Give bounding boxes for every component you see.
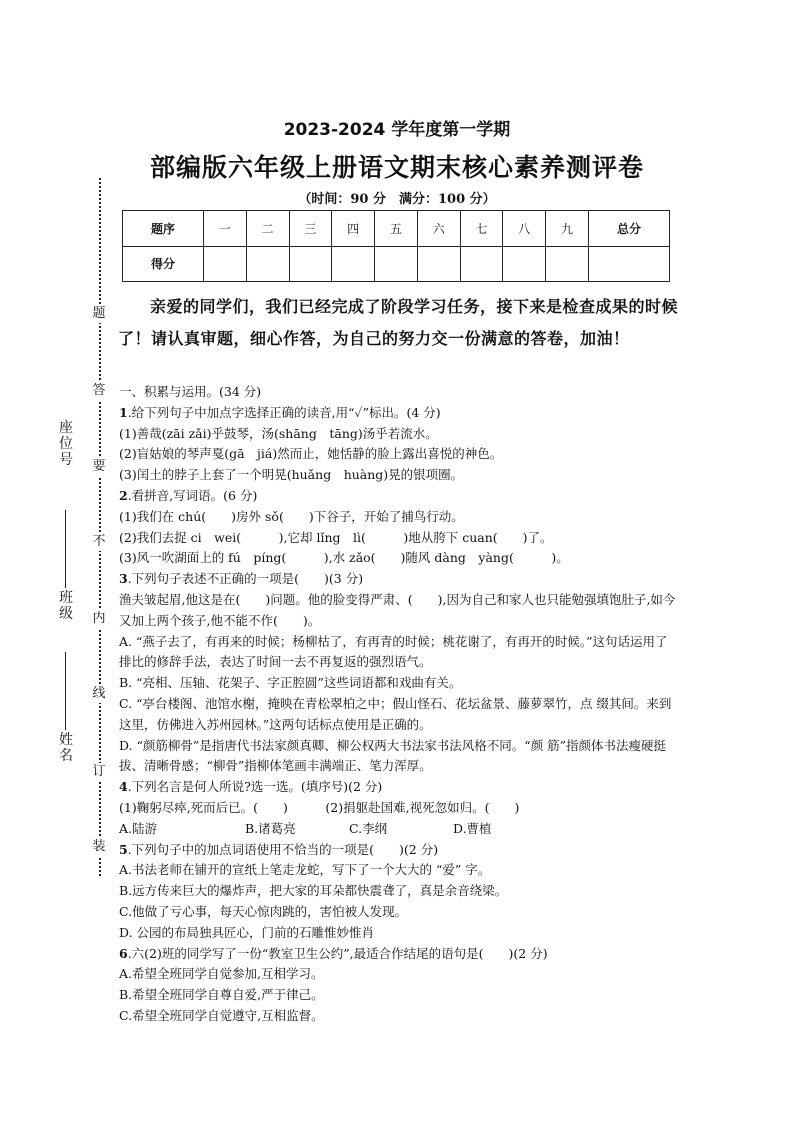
question-number: 2 [119, 487, 128, 503]
question-stem: 渔夫皱起眉,他这是在( )问题。他的脸变得严肃、( ),因为自己和家人也只能勉强填饱肚子,如今又加上两个孩子,他不能不作( )。 [119, 591, 676, 628]
col-header: 一 [204, 211, 247, 247]
binding-char: 装 [92, 839, 106, 854]
col-header: 三 [289, 211, 332, 247]
question-text: .看拼音,写词语。(6 分) [127, 487, 258, 503]
binding-char: 要 [92, 459, 106, 474]
score-cell[interactable] [460, 246, 503, 282]
score-cell[interactable] [503, 246, 546, 282]
question-number: 1 [119, 404, 128, 420]
question-1 [119, 403, 679, 424]
option-b: B.远方传来巨大的爆炸声，把大家的耳朵都快震聋了，真是余音绕梁。 [119, 883, 508, 899]
option-a: A.陆游 [119, 820, 158, 836]
question-number: 4 [119, 779, 128, 795]
col-header: 六 [417, 211, 460, 247]
question-line: (2)盲姑娘的琴声戛(gā jiá)然而止，她恬静的脸上露出喜悦的神色。 [119, 446, 503, 462]
score-table-header-row [123, 211, 670, 247]
exam-title: 部编版六年级上册语文期末核心素养测评卷 [149, 153, 644, 182]
col-header: 四 [332, 211, 375, 247]
binding-char: 题 [92, 306, 106, 321]
binding-char: 不 [92, 534, 106, 549]
question-line: (2)我们去捉 ci wei( ),它却 lǐng lì( )地从胯下 cuan( )了。 [119, 529, 553, 545]
question-line: (3)风一吹湖面上的 fú píng( ),水 zǎo( )随风 dàng yàng( )。 [119, 550, 569, 566]
question-6 [119, 944, 679, 965]
section-heading: 一、积累与运用。(34 分) [119, 384, 262, 399]
col-header-total: 总分 [589, 211, 670, 247]
score-cell[interactable] [375, 246, 418, 282]
binding-char: 内 [92, 611, 106, 626]
option-a: A.书法老师在铺开的宣纸上笔走龙蛇，写下了一个大大的 “爱” 字。 [119, 862, 491, 878]
question-text: .六(2)班的同学写了一份“教室卫生公约”,最适合作结尾的语句是( )(2 分) [127, 945, 548, 961]
option-c: C. “亭台楼阁、池馆水榭，掩映在青松翠柏之中；假山怪石、花坛盆景、藤萝翠竹，点 缀其间。来到这里，仿佛进入苏州园林。”这两句话标点使用是正确的。 [119, 695, 672, 732]
class-fill-line[interactable] [65, 510, 66, 588]
option-b: B.希望全班同学自尊自爱,严于律己。 [119, 987, 324, 1003]
option-c: C.希望全班同学自觉遵守,互相监督。 [119, 1007, 324, 1023]
questions [119, 382, 679, 1027]
binding-char: 订 [92, 764, 106, 779]
question-number: 3 [119, 571, 128, 587]
question-text: .下列句子表述不正确的一项是( )(3 分) [127, 571, 364, 587]
class-label: 班级 [59, 590, 73, 622]
question-line: (3)闰土的脖子上套了一个明晃(huǎng huàng)晃的银项圈。 [119, 467, 464, 483]
question-line: (1)我们在 chú( )房外 sǒ( )下谷子，开始了捕鸟行动。 [119, 508, 464, 524]
option-b: B. “亮相、压轴、花架子、字正腔圆”这些词语都和戏曲有关。 [119, 675, 462, 691]
score-cell[interactable] [332, 246, 375, 282]
row-label-score: 得分 [123, 246, 204, 282]
seat-number-label: 座位号 [59, 420, 73, 468]
col-header: 八 [503, 211, 546, 247]
question-5 [119, 840, 679, 861]
question-text: .下列句子中的加点词语使用不恰当的一项是( )(2 分) [127, 841, 439, 857]
score-cell[interactable] [289, 246, 332, 282]
option-c: C.李纲 [349, 820, 388, 836]
col-header: 二 [246, 211, 289, 247]
question-4 [119, 777, 679, 798]
question-line: (1)善哉(zāi zǎi)乎鼓琴，汤(shāng tāng)汤乎若流水。 [119, 425, 438, 441]
score-cell[interactable] [246, 246, 289, 282]
exam-time-score: （时间：90 分 满分：100 分） [298, 192, 496, 207]
score-cell[interactable] [417, 246, 460, 282]
question-text: .给下列句子中加点字选择正确的读音,用“✓”标出。(4 分) [127, 404, 441, 420]
question-text: .下列名言是何人所说?选一选。(填序号)(2 分) [127, 779, 383, 795]
option-d: D. 公园的布局独具匠心，门前的石雕惟妙惟肖 [119, 924, 375, 940]
option-b: B.诸葛亮 [245, 820, 296, 836]
option-a: A.希望全班同学自觉参加,互相学习。 [119, 966, 324, 982]
option-d: D.曹植 [453, 820, 492, 836]
question-number: 6 [119, 945, 128, 961]
col-header: 九 [546, 211, 589, 247]
options-row [119, 819, 679, 840]
option-c: C.他做了亏心事，每天心惊肉跳的，害怕被人发现。 [119, 903, 408, 919]
score-table-score-row [123, 246, 670, 282]
option-a: A. “燕子去了，有再来的时候；杨柳枯了，有再青的时候；桃花谢了，有再开的时候。”这句话运用了排比的修辞手法，表达了时间一去不再复返的强烈语气。 [119, 633, 668, 670]
question-3 [119, 569, 679, 590]
score-table [122, 210, 670, 282]
binding-char: 线 [92, 686, 106, 701]
score-cell[interactable] [204, 246, 247, 282]
binding-char: 答 [92, 383, 106, 398]
score-cell[interactable] [546, 246, 589, 282]
question-2 [119, 486, 679, 507]
col-header: 七 [460, 211, 503, 247]
name-fill-line[interactable] [65, 652, 66, 730]
score-cell-total[interactable] [589, 246, 670, 282]
intro-message: 亲爱的同学们，我们已经完成了阶段学习任务，接下来是检查成果的时候了！请认真审题，细心作答，为自己的努力交一份满意的答卷，加油！ [118, 297, 679, 348]
school-year: 2023-2024 学年度第一学期 [283, 120, 511, 140]
question-number: 5 [119, 841, 128, 857]
option-d: D. “颜筋柳骨”是指唐代书法家颜真卿、柳公权两大书法家书法风格不同。“颜 筋”指颜体书法瘦硬挺拔、清晰骨感；“柳骨”指柳体笔画丰满端正、笔力浑厚。 [119, 737, 667, 774]
row-label-order: 题序 [123, 211, 204, 247]
name-label: 姓名 [59, 732, 73, 764]
question-line: (1)鞠躬尽瘁,死而后已。( ) (2)捐躯赴国难,视死忽如归。( ) [119, 799, 520, 815]
col-header: 五 [375, 211, 418, 247]
